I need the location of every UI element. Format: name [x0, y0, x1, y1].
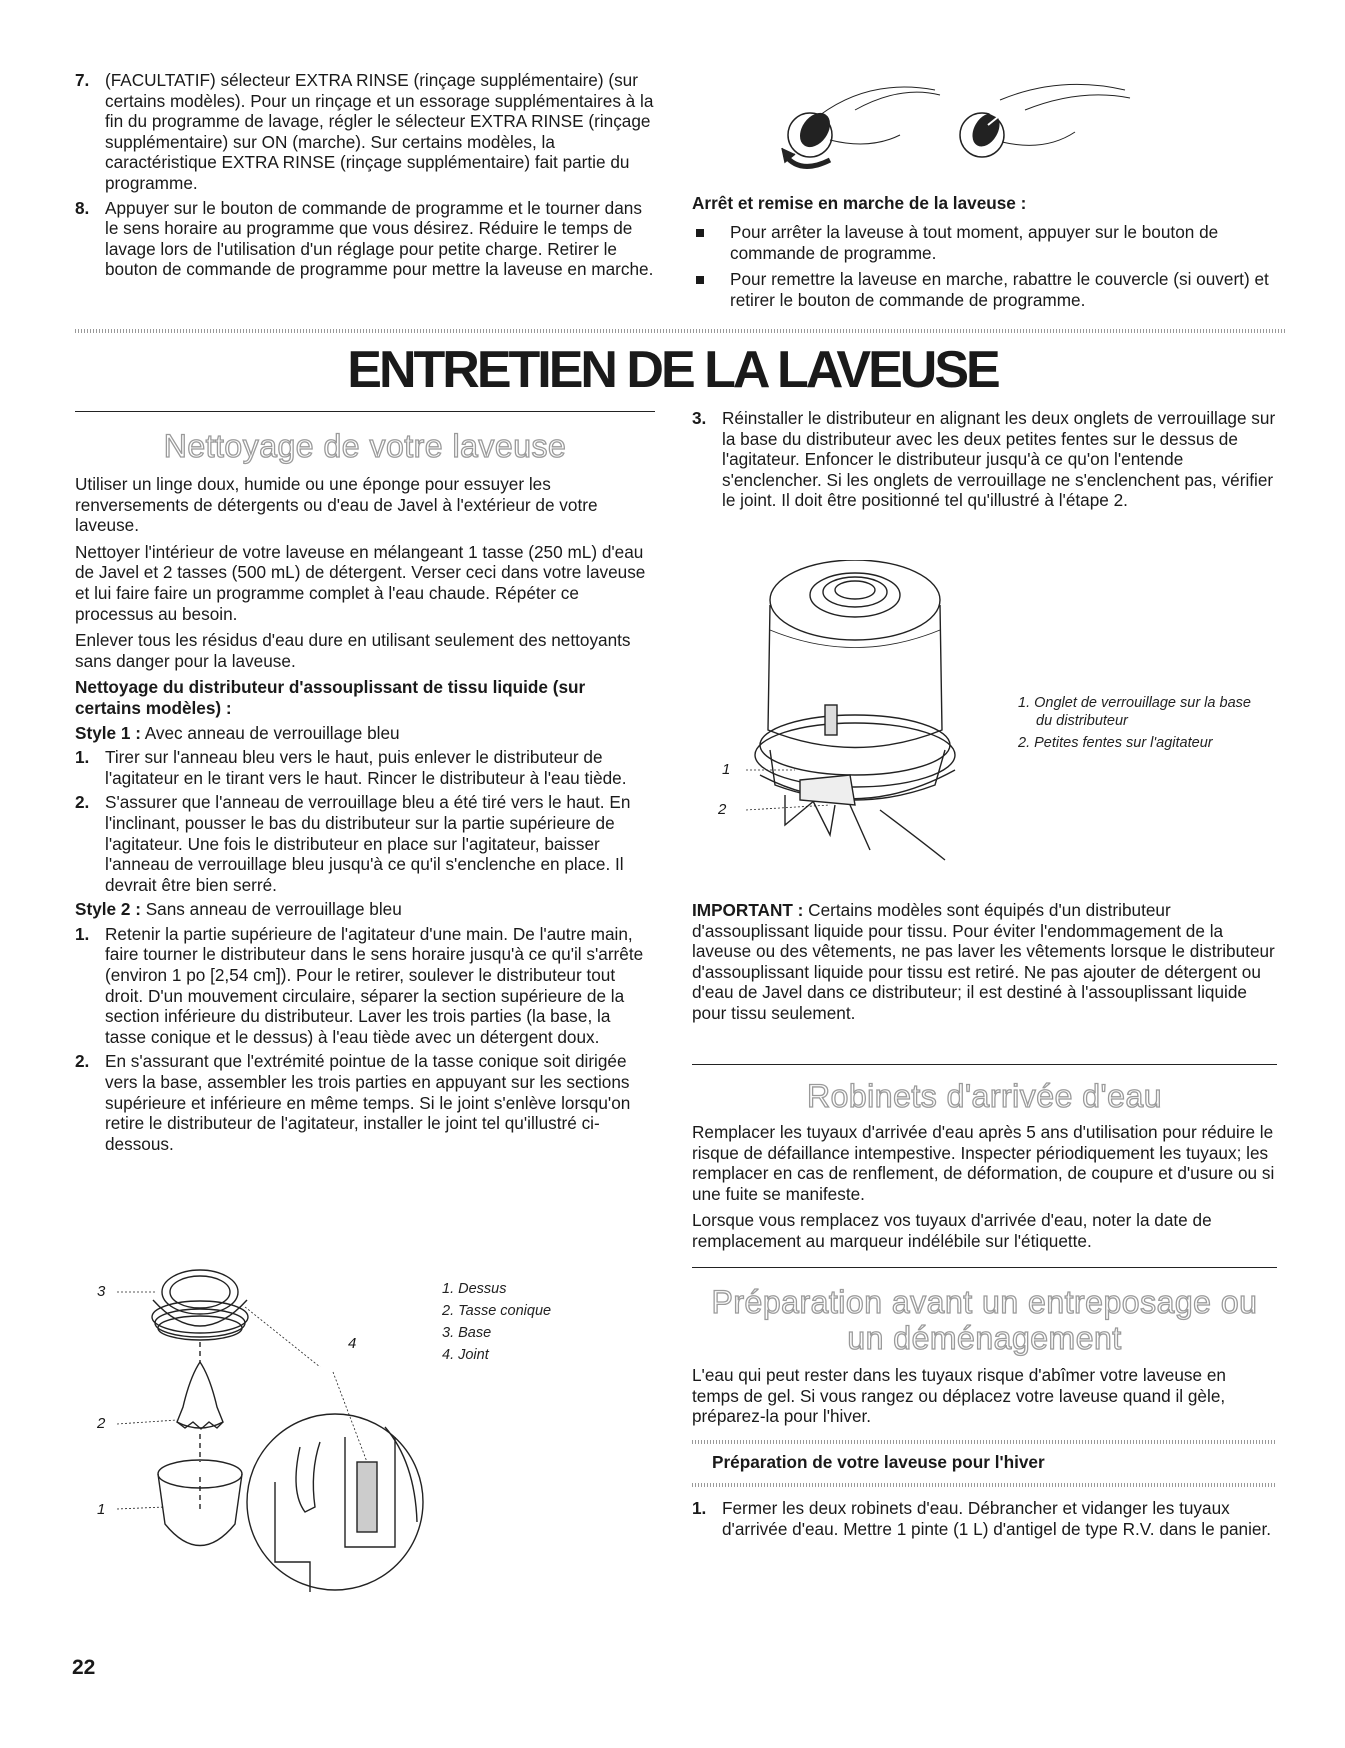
right-rule-storage [692, 1267, 1277, 1268]
style1-line: Style 1 : Avec anneau de verrouillage bleu [75, 722, 400, 743]
knob-pull-icon [960, 84, 1130, 157]
dispenser-heading: Nettoyage du distributeur d'assouplissant de tissu liquide (sur certains modèles) : [75, 677, 586, 718]
important-note: IMPORTANT : Certains modèles sont équipés d'un distributeur d'assouplissant liquide pour tissu. Pour éviter l'endommagement de la laveuse ou des vêtements, ne pas laver les vêtements lorsque le distributeur d'assouplissant liquide pour tissu est retiré. Ne pas ajouter de détergent ou d'eau de Javel dans ce distributeur; il est destiné à l'assouplissant liquide pour tissu seulement. [692, 900, 1275, 1023]
style2-line: Style 2 : Sans anneau de verrouillage bleu [75, 899, 402, 920]
caption-item: 4. Joint [442, 1347, 489, 1363]
callout-1: 1 [97, 1501, 106, 1518]
hoses-para: Lorsque vous remplacez vos tuyaux d'arrivée d'eau, noter la date de remplacement au marqueur indélébile sur l'étiquette. [692, 1210, 1212, 1251]
knob-push-icon [782, 87, 940, 166]
dispenser-agitator-illustration [740, 560, 1000, 880]
list-item: 1. Tirer sur l'anneau bleu vers le haut, puis enlever le distributeur de l'agitateur en le tirant vers le haut. Rincer le distributeur à l'eau tiède. [75, 747, 627, 788]
top-steps-list [75, 70, 655, 284]
page-title: ENTRETIEN DE LA LAVEUSE [347, 341, 998, 399]
stop-restart-heading: Arrêt et remise en marche de la laveuse : [692, 193, 1027, 213]
knob-illustration [760, 70, 1170, 190]
winter-separator-top [692, 1440, 1277, 1444]
list-item: 1. Fermer les deux robinets d'eau. Débrancher et vidanger les tuyaux d'arrivée d'eau. Mettre 1 pinte (1 L) d'antigel de type R.V. dans le panier. [692, 1498, 1272, 1539]
right-rule-hoses [692, 1064, 1277, 1065]
caption-item: 2. Tasse conique [442, 1303, 552, 1319]
step-3: 3. Réinstaller le distributeur en alignant les deux onglets de verrouillage sur la base du distributeur avec les deux petites fentes sur le dessus de l'agitateur. Enfoncer le distributeur jusqu'à ce qu'on l'entende s'enclencher. Si les onglets de verrouillage ne s'enclenchent pas, vérifier le joint. Il doit être positionné tel qu'illustré à l'étape 2. [692, 408, 1276, 511]
hoses-para: Remplacer les tuyaux d'arrivée d'eau après 5 ans d'utilisation pour réduire le risque de défaillance intempestive. Inspecter périodiquement les tuyaux; les remplacer en cas de renflement, de déformation, de coupure et d'usure ou si une fuite se manifeste. [692, 1122, 1275, 1204]
winter-heading: Préparation de votre laveuse pour l'hiver [712, 1452, 1045, 1472]
callout-4: 4 [348, 1335, 357, 1352]
step-7: 7. (FACULTATIF) sélecteur EXTRA RINSE (rinçage supplémentaire) (sur certains modèles). Pour un rinçage et un essorage supplémentaires à la fin du programme de lavage, régler le sélecteur EXTRA RINSE (rinçage supplémentaire) sur ON (marche). Sur certains modèles, la caractéristique EXTRA RINSE (rinçage supplémentaire) fait partie du programme. [75, 70, 654, 193]
fig2-callout-2: 2 [718, 801, 727, 818]
callout-2: 2 [97, 1415, 106, 1432]
page-number: 22 [72, 1656, 96, 1679]
section-storage-title: Préparation avant un entreposage ou un déménagement [711, 1284, 1258, 1356]
fig1-captions [442, 1280, 642, 1368]
list-item: 1. Retenir la partie supérieure de l'agitateur d'une main. De l'autre main, faire tourner le distributeur dans le sens horaire jusqu'à ce qu'il s'arrête (environ 1 po [2,54 cm]). Pour le retirer, soulever le distributeur tout droit. D'un mouvement circulaire, séparer la section supérieure de la section inférieure du distributeur. Laver les trois parties (la base, la tasse conique et le dessus) à l'eau tiède avec un détergent doux. [75, 923, 644, 1047]
section-hoses-title: Robinets d'arrivée d'eau [806, 1078, 1163, 1114]
winter-separator-bottom [692, 1483, 1277, 1487]
list-item: 2. En s'assurant que l'extrémité pointue de la tasse conique soit dirigée vers la base, assembler les trois parties en appuyant sur les sections supérieure et inférieure en même temps. Si le joint s'enlève lorsqu'on retire le distributeur de l'agitateur, installer le joint tel qu'illustré ci-dessous. [75, 1051, 631, 1154]
caption-item: 3. Base [442, 1325, 492, 1341]
cleaning-body [75, 474, 655, 1158]
hoses-body [692, 1122, 1277, 1258]
callout-3: 3 [97, 1283, 106, 1300]
bullet-icon [696, 229, 704, 237]
base-cup-icon [158, 1460, 242, 1546]
fig2-captions [1018, 694, 1268, 756]
cone-cup-icon [177, 1362, 223, 1429]
cleaning-para: Nettoyer l'intérieur de votre laveuse en mélangeant 1 tasse (250 mL) d'eau de Javel et 2 tasses (500 mL) de détergent. Verser ceci dans votre laveuse et lui faire faire un programme complet à l'eau chaude. Répéter ce processus au besoin. [75, 541, 646, 624]
left-rule-top [75, 411, 655, 412]
cleaning-para: Enlever tous les résidus d'eau dure en utilisant seulement des nettoyants sans danger pour la laveuse. [75, 630, 631, 671]
caption-item: 1. Dessus [442, 1281, 507, 1297]
dispenser-top-icon [152, 1270, 248, 1340]
caption-item: 1. Onglet de verrouillage sur la base du distributeur [1018, 695, 1251, 729]
storage-para: L'eau qui peut rester dans les tuyaux risque d'abîmer votre laveuse en temps de gel. Si vous rangez ou déplacez votre laveuse quand il gèle, préparez-la pour l'hiver. [692, 1365, 1226, 1427]
top-separator [75, 329, 1285, 333]
list-item: 2. S'assurer que l'anneau de verrouillage bleu a été tiré vers le haut. En l'inclinant, pousser le bas du distributeur sur la partie supérieure de l'agitateur. Une fois le distributeur en place sur l'agitateur, baisser l'anneau de verrouillage bleu jusqu'à ce qu'il s'enclenche en place. Il devrait être bien serré. [75, 792, 631, 895]
seal-detail-icon [247, 1414, 423, 1592]
caption-item: 2. Petites fentes sur l'agitateur [1018, 735, 1213, 751]
style1-list [75, 747, 655, 895]
step-3-list [692, 408, 1277, 515]
winter-list [692, 1498, 1277, 1543]
cleaning-para: Utiliser un linge doux, humide ou une éponge pour essuyer les renversements de détergents ou d'eau de Javel à l'extérieur de votre laveuse. [75, 474, 598, 536]
fig2-callout-1: 1 [722, 761, 731, 778]
section-cleaning-title: Nettoyage de votre laveuse [163, 428, 567, 464]
dispenser-parts-illustration [95, 1262, 435, 1602]
bullet-stop: Pour arrêter la laveuse à tout moment, appuyer sur le bouton de commande de programme. [692, 222, 1277, 263]
stop-restart-list [692, 222, 1277, 316]
style2-list [75, 924, 655, 1155]
bullet-restart: Pour remettre la laveuse en marche, rabattre le couvercle (si ouvert) et retirer le bouton de commande de programme. [692, 269, 1277, 310]
bullet-icon [696, 276, 704, 284]
step-8: 8. Appuyer sur le bouton de commande de programme et le tourner dans le sens horaire au programme que vous désirez. Réduire le temps de lavage lors de l'utilisation d'un réglage pour petite charge. Retirer le bouton de commande de programme pour mettre la laveuse en marche. [75, 197, 654, 280]
